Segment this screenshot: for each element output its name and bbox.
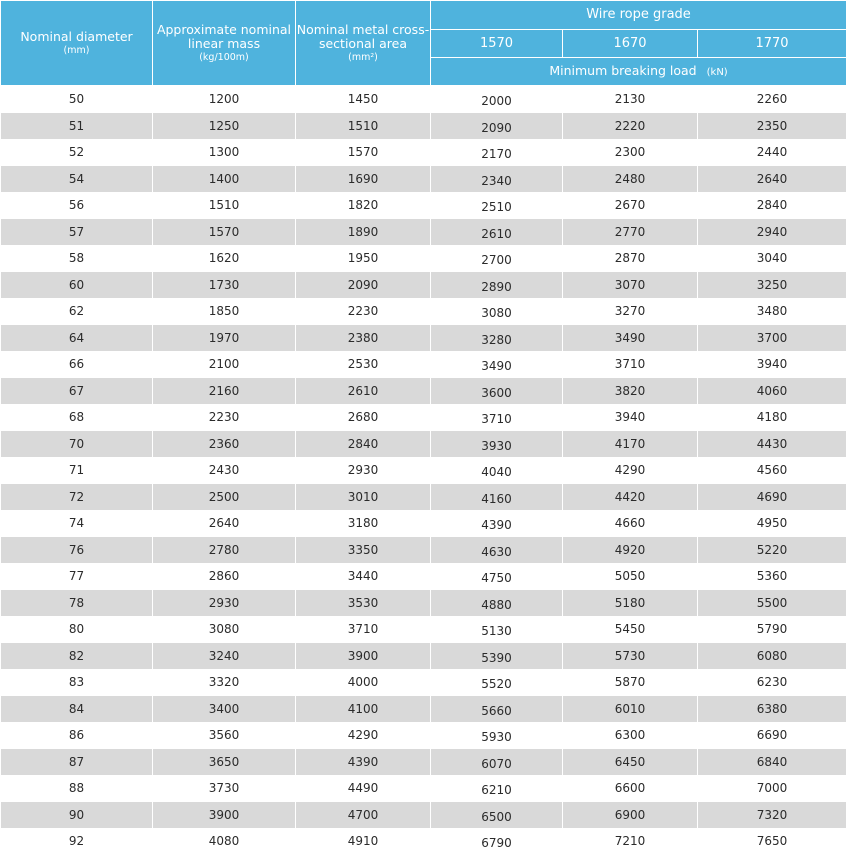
table-cell: 87: [1, 749, 153, 776]
table-cell: 2530: [296, 351, 431, 378]
table-cell: 3280: [431, 325, 563, 352]
table-cell: 2860: [153, 563, 296, 590]
table-cell: 2680: [296, 404, 431, 431]
table-cell: 2090: [431, 113, 563, 140]
table-cell: 2360: [153, 431, 296, 458]
table-row: [1, 457, 846, 484]
table-cell: 1200: [153, 86, 296, 113]
table-cell: 1950: [296, 245, 431, 272]
table-cell: 3730: [153, 775, 296, 802]
table-cell: 4950: [698, 510, 846, 537]
table-cell: 64: [1, 325, 153, 352]
table-cell: 1510: [153, 192, 296, 219]
table-cell: 3080: [431, 298, 563, 325]
table-row: [1, 404, 846, 431]
table-cell: 5930: [431, 722, 563, 749]
table-cell: 54: [1, 166, 153, 193]
table-cell: 4000: [296, 669, 431, 696]
table-row: [1, 378, 846, 405]
table-cell: 6600: [563, 775, 698, 802]
table-cell: 86: [1, 722, 153, 749]
table-cell: 3650: [153, 749, 296, 776]
table-cell: 3940: [563, 404, 698, 431]
table-cell: 6840: [698, 749, 846, 776]
table-row: [1, 219, 846, 246]
table-cell: 50: [1, 86, 153, 113]
table-cell: 3480: [698, 298, 846, 325]
table-cell: 92: [1, 828, 153, 855]
table-row: [1, 643, 846, 670]
table-cell: 2510: [431, 192, 563, 219]
table-cell: 74: [1, 510, 153, 537]
table-cell: 3440: [296, 563, 431, 590]
table-cell: 3900: [153, 802, 296, 829]
table-cell: 4290: [563, 457, 698, 484]
table-row: [1, 86, 846, 113]
table-cell: 3010: [296, 484, 431, 511]
table-cell: 4880: [431, 590, 563, 617]
table-cell: 57: [1, 219, 153, 246]
table-cell: 1850: [153, 298, 296, 325]
table-cell: 2230: [296, 298, 431, 325]
table-cell: 1890: [296, 219, 431, 246]
table-cell: 3710: [296, 616, 431, 643]
table-cell: 4100: [296, 696, 431, 723]
header-grade-1670: 1670: [563, 30, 698, 58]
table-cell: 5520: [431, 669, 563, 696]
table-cell: 3710: [563, 351, 698, 378]
table-cell: 5220: [698, 537, 846, 564]
table-cell: 2840: [698, 192, 846, 219]
table-cell: 4040: [431, 457, 563, 484]
table-cell: 3700: [698, 325, 846, 352]
table-cell: 3900: [296, 643, 431, 670]
table-cell: 2930: [296, 457, 431, 484]
table-header: [1, 1, 846, 86]
table-cell: 6900: [563, 802, 698, 829]
table-row: [1, 113, 846, 140]
table-cell: 60: [1, 272, 153, 299]
header-wire-rope-grade: Wire rope grade: [431, 1, 846, 30]
table-cell: 2610: [296, 378, 431, 405]
table-cell: 4060: [698, 378, 846, 405]
table-cell: 3400: [153, 696, 296, 723]
table-cell: 62: [1, 298, 153, 325]
table-cell: 2220: [563, 113, 698, 140]
table-cell: 4390: [296, 749, 431, 776]
table-cell: 2670: [563, 192, 698, 219]
table-cell: 82: [1, 643, 153, 670]
header-grade-1570: 1570: [431, 30, 563, 58]
table-cell: 2170: [431, 139, 563, 166]
table-cell: 83: [1, 669, 153, 696]
table-cell: 3250: [698, 272, 846, 299]
header-cross-section-unit: (mm²): [296, 53, 430, 63]
table-cell: 2890: [431, 272, 563, 299]
table-cell: 2500: [153, 484, 296, 511]
table-cell: 84: [1, 696, 153, 723]
table-cell: 4660: [563, 510, 698, 537]
table-row: [1, 563, 846, 590]
table-cell: 3710: [431, 404, 563, 431]
table-cell: 5730: [563, 643, 698, 670]
table-cell: 68: [1, 404, 153, 431]
table-cell: 2480: [563, 166, 698, 193]
table-cell: 6070: [431, 749, 563, 776]
table-cell: 77: [1, 563, 153, 590]
table-row: [1, 325, 846, 352]
table-cell: 5500: [698, 590, 846, 617]
table-cell: 2840: [296, 431, 431, 458]
table-cell: 2340: [431, 166, 563, 193]
table-cell: 4690: [698, 484, 846, 511]
table-cell: 2930: [153, 590, 296, 617]
table-cell: 2430: [153, 457, 296, 484]
table-cell: 4170: [563, 431, 698, 458]
table-row: [1, 590, 846, 617]
header-nominal-diameter: [1, 1, 153, 86]
table-cell: 4630: [431, 537, 563, 564]
table-cell: 3820: [563, 378, 698, 405]
table-cell: 2090: [296, 272, 431, 299]
table-cell: 3490: [563, 325, 698, 352]
table-cell: 3080: [153, 616, 296, 643]
header-linear-mass-label: Approximate nominal linear mass: [153, 23, 295, 49]
table-cell: 6080: [698, 643, 846, 670]
table-cell: 3180: [296, 510, 431, 537]
table-cell: 2640: [698, 166, 846, 193]
table-cell: 5660: [431, 696, 563, 723]
table-cell: 3320: [153, 669, 296, 696]
table-cell: 2700: [431, 245, 563, 272]
table-body: [1, 86, 846, 855]
table-row: [1, 484, 846, 511]
table-cell: 1450: [296, 86, 431, 113]
table-row: [1, 537, 846, 564]
header-min-breaking-load-unit: (kN): [707, 67, 728, 78]
table-row: [1, 192, 846, 219]
table-cell: 2260: [698, 86, 846, 113]
table-cell: 6450: [563, 749, 698, 776]
table-cell: 6300: [563, 722, 698, 749]
table-cell: 4080: [153, 828, 296, 855]
table-cell: 90: [1, 802, 153, 829]
table-cell: 2780: [153, 537, 296, 564]
table-cell: 2100: [153, 351, 296, 378]
table-cell: 4420: [563, 484, 698, 511]
table-cell: 3600: [431, 378, 563, 405]
table-row: [1, 166, 846, 193]
header-min-breaking-load-label: Minimum breaking load: [549, 63, 696, 78]
table-cell: 2230: [153, 404, 296, 431]
table-cell: 56: [1, 192, 153, 219]
table-cell: 5790: [698, 616, 846, 643]
table-cell: 4700: [296, 802, 431, 829]
table-cell: 7210: [563, 828, 698, 855]
table-cell: 5870: [563, 669, 698, 696]
table-row: [1, 431, 846, 458]
table-cell: 2130: [563, 86, 698, 113]
table-cell: 3940: [698, 351, 846, 378]
header-cross-section: [296, 1, 431, 86]
table-cell: 3530: [296, 590, 431, 617]
table-cell: 4920: [563, 537, 698, 564]
table-cell: 5130: [431, 616, 563, 643]
table-row: [1, 775, 846, 802]
table-cell: 7320: [698, 802, 846, 829]
table-cell: 4180: [698, 404, 846, 431]
table-cell: 4390: [431, 510, 563, 537]
table-cell: 3270: [563, 298, 698, 325]
table-row: [1, 139, 846, 166]
header-nominal-diameter-unit: (mm): [1, 46, 152, 56]
table-row: [1, 298, 846, 325]
table-cell: 2160: [153, 378, 296, 405]
table-cell: 2380: [296, 325, 431, 352]
table-cell: 4160: [431, 484, 563, 511]
table-cell: 1820: [296, 192, 431, 219]
table-cell: 1510: [296, 113, 431, 140]
table-cell: 66: [1, 351, 153, 378]
table-row: [1, 696, 846, 723]
table-cell: 3350: [296, 537, 431, 564]
table-cell: 6230: [698, 669, 846, 696]
table-cell: 2610: [431, 219, 563, 246]
table-row: [1, 245, 846, 272]
table-cell: 58: [1, 245, 153, 272]
table-cell: 2300: [563, 139, 698, 166]
table-row: [1, 272, 846, 299]
header-cross-section-label: Nominal metal cross-sectional area: [296, 23, 430, 49]
table-cell: 4430: [698, 431, 846, 458]
table-cell: 1400: [153, 166, 296, 193]
table-cell: 1570: [153, 219, 296, 246]
table-cell: 6010: [563, 696, 698, 723]
table-cell: 6500: [431, 802, 563, 829]
table-cell: 5180: [563, 590, 698, 617]
table-cell: 1730: [153, 272, 296, 299]
table-row: [1, 351, 846, 378]
table-cell: 3240: [153, 643, 296, 670]
table-cell: 7000: [698, 775, 846, 802]
table-cell: 7650: [698, 828, 846, 855]
table-cell: 2000: [431, 86, 563, 113]
table-cell: 2940: [698, 219, 846, 246]
table-cell: 1690: [296, 166, 431, 193]
table-cell: 78: [1, 590, 153, 617]
table-cell: 76: [1, 537, 153, 564]
table-cell: 3930: [431, 431, 563, 458]
table-row: [1, 510, 846, 537]
header-grade-1770: 1770: [698, 30, 846, 58]
table-row: [1, 669, 846, 696]
table-cell: 3040: [698, 245, 846, 272]
table-cell: 88: [1, 775, 153, 802]
table-cell: 4910: [296, 828, 431, 855]
table-cell: 5450: [563, 616, 698, 643]
table-cell: 4490: [296, 775, 431, 802]
table-row: [1, 828, 846, 855]
table-cell: 6690: [698, 722, 846, 749]
table-cell: 1620: [153, 245, 296, 272]
header-min-breaking-load: [431, 58, 846, 86]
table-cell: 51: [1, 113, 153, 140]
table-cell: 72: [1, 484, 153, 511]
table-cell: 2770: [563, 219, 698, 246]
table-cell: 52: [1, 139, 153, 166]
table-cell: 2870: [563, 245, 698, 272]
table-cell: 4750: [431, 563, 563, 590]
table-cell: 70: [1, 431, 153, 458]
table-cell: 80: [1, 616, 153, 643]
table-cell: 1250: [153, 113, 296, 140]
table-cell: 5360: [698, 563, 846, 590]
table-cell: 6790: [431, 828, 563, 855]
header-nominal-diameter-label: Nominal diameter: [1, 30, 152, 43]
table-row: [1, 749, 846, 776]
table-cell: 2640: [153, 510, 296, 537]
table-cell: 1570: [296, 139, 431, 166]
table-cell: 2440: [698, 139, 846, 166]
table-cell: 1300: [153, 139, 296, 166]
table-cell: 3490: [431, 351, 563, 378]
table-cell: 3070: [563, 272, 698, 299]
table-cell: 5390: [431, 643, 563, 670]
table-cell: 6210: [431, 775, 563, 802]
table-cell: 6380: [698, 696, 846, 723]
table-cell: 4290: [296, 722, 431, 749]
table-cell: 2350: [698, 113, 846, 140]
table-row: [1, 722, 846, 749]
table-cell: 1970: [153, 325, 296, 352]
table-cell: 5050: [563, 563, 698, 590]
table-cell: 71: [1, 457, 153, 484]
header-linear-mass: [153, 1, 296, 86]
table-row: [1, 616, 846, 643]
header-linear-mass-unit: (kg/100m): [153, 53, 295, 63]
table-row: [1, 802, 846, 829]
table-cell: 4560: [698, 457, 846, 484]
table-cell: 3560: [153, 722, 296, 749]
table-cell: 67: [1, 378, 153, 405]
